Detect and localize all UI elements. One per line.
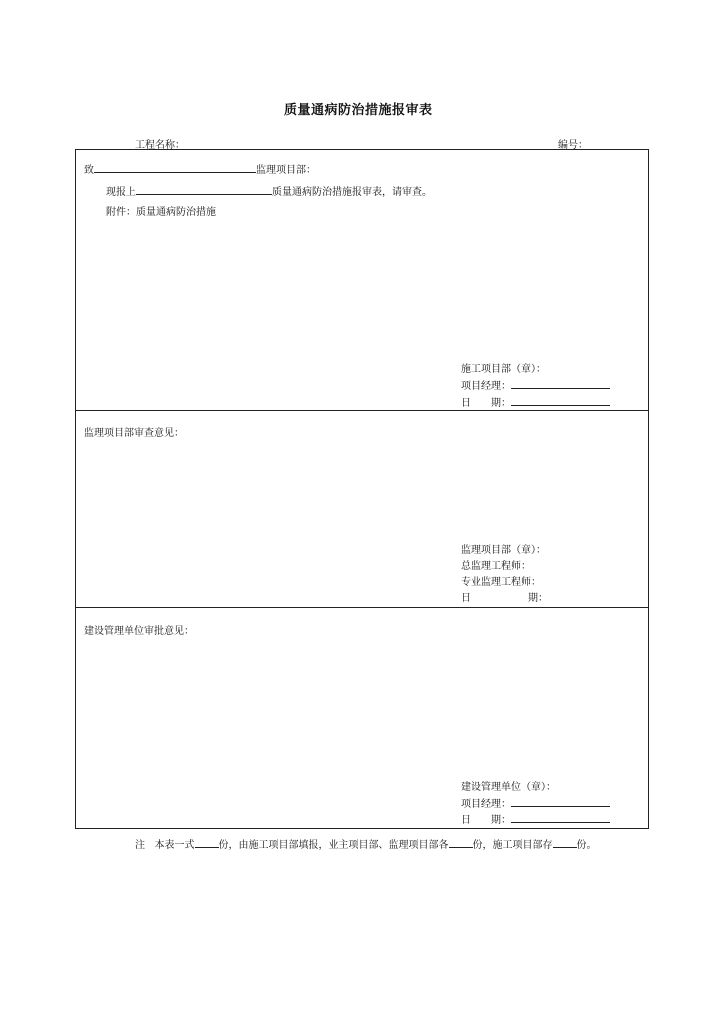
- supervision-unit-seal: 监理项目部（章）：: [461, 545, 546, 556]
- supervision-date-right: 期：: [528, 593, 548, 604]
- owner-manager-sign: 项目经理：: [461, 795, 610, 810]
- owner-unit-seal: 建设管理单位（章）：: [461, 782, 556, 793]
- supervision-date-left: 日: [461, 593, 471, 604]
- submit-suffix: 质量通病防治措施报审表，请审查。: [272, 187, 432, 198]
- construction-manager-sign: 项目经理：: [461, 377, 610, 392]
- attachment-line: 附件：质量通病防治措施: [106, 207, 216, 218]
- section-divider-2: [75, 607, 649, 608]
- footer-note: 注 本表一式 份，由施工项目部填报，业主项目部、监理项目部各 份，施工项目部存 份。: [135, 840, 597, 851]
- date-blank[interactable]: [511, 396, 610, 406]
- note-label: 注: [135, 840, 145, 851]
- addressee-line: [84, 161, 316, 176]
- to-prefix: 致: [84, 165, 94, 176]
- supervision-name-blank[interactable]: [94, 163, 256, 173]
- form-table: [75, 149, 649, 829]
- chief-engineer-sign: 总监理工程师：: [461, 561, 531, 572]
- project-blank[interactable]: [136, 185, 272, 195]
- submit-prefix: 现报上: [106, 187, 136, 198]
- copies-kept-blank[interactable]: [553, 838, 577, 848]
- construction-unit-seal: 施工项目部（章）：: [461, 364, 546, 375]
- section-divider-1: [75, 410, 649, 411]
- specialist-engineer-sign: 专业监理工程师：: [461, 577, 541, 588]
- project-name-label: 工程名称：: [135, 140, 185, 151]
- supervision-review-heading: 监理项目部审查意见：: [84, 428, 184, 439]
- submit-line: [106, 183, 432, 198]
- owner-date-blank[interactable]: [511, 813, 610, 823]
- to-suffix: 监理项目部：: [256, 165, 316, 176]
- owner-date-sign: 日 期：: [461, 811, 610, 826]
- manager-signature-blank[interactable]: [511, 379, 610, 389]
- form-title: 质量通病防治措施报审表: [284, 103, 433, 118]
- copies-total-blank[interactable]: [195, 838, 219, 848]
- copies-each-blank[interactable]: [449, 838, 473, 848]
- owner-approval-heading: 建设管理单位审批意见：: [84, 626, 194, 637]
- owner-manager-blank[interactable]: [511, 797, 610, 807]
- construction-date-sign: 日 期：: [461, 394, 610, 409]
- number-label: 编号：: [558, 140, 588, 151]
